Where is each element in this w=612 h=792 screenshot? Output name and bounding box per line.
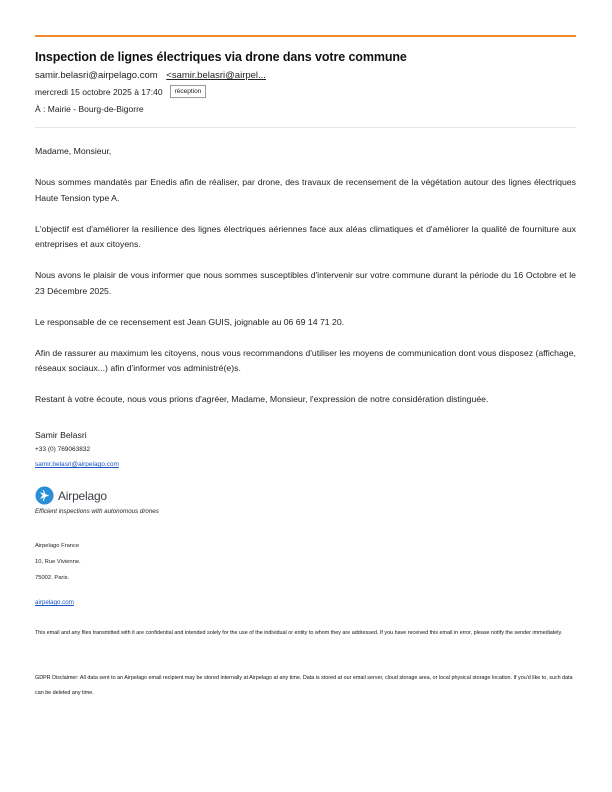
company-logo <box>35 486 107 505</box>
email-subject: Inspection de lignes électriques via drone dans votre commune <box>35 50 407 64</box>
gdpr-disclaimer: GDPR Disclaimer: All data sent to an Airpelago email recipient may be stored internally at Airpelago at any time. Data is stored at our email server, cloud storage area, or local physical storage location. If you'd like to, such data can be deleted any time. <box>35 675 573 696</box>
paragraph-objective: L'objectif est d'améliorer la resilience des lignes électriques aériennes face aux aléas climatiques et d'améliorer la qualité de fourniture aux entreprises et aux citoyens. <box>35 223 576 249</box>
header-accent-rule <box>35 35 576 37</box>
paragraph-mandate: Nous sommes mandatés par Enedis afin de réaliser, par drone, des travaux de recensement de la végétation autour des lignes électriques Haute Tension type A. <box>35 177 576 203</box>
sender-line <box>35 70 266 81</box>
sent-date: mercredi 15 octobre 2025 à 17:40 <box>35 86 163 97</box>
sender-address-link[interactable]: <samir.belasri@airpel... <box>166 70 266 81</box>
recipient-line: À : Mairie - Bourg-de-Bigorre <box>35 104 144 114</box>
paragraph-period: Nous avons le plaisir de vous informer que nous sommes susceptibles d'intervenir sur votre commune durant la période du 16 Octobre et le 23 Décembre 2025. <box>35 270 576 296</box>
signature-email-link[interactable]: samir.belasri@airpelago.com <box>35 461 119 468</box>
folder-tag[interactable]: réception <box>170 85 207 98</box>
logo-wordmark: Airpelago <box>58 488 107 503</box>
header-divider <box>35 127 576 128</box>
airpelago-logo-icon <box>35 486 54 505</box>
greeting: Madame, Monsieur, <box>35 146 112 156</box>
signature-name: Samir Belasri <box>35 430 87 440</box>
company-name: Airpelago France <box>35 543 80 549</box>
website-link[interactable]: airpelago.com <box>35 599 74 606</box>
company-city: 75002. Paris. <box>35 575 70 581</box>
company-street: 10, Rue Vivienne. <box>35 559 81 565</box>
company-tagline: Efficient inspections with autonomous drones <box>35 508 159 515</box>
paragraph-communication: Afin de rassurer au maximum les citoyens, nous vous recommandons d'utiliser les moyens de communication dont vous disposez (affichage, réseaux sociaux...) afin d'informer vos administré(e)s. <box>35 347 576 373</box>
paragraph-contact: Le responsable de ce recensement est Jean GUIS, joignable au 06 69 14 71 20. <box>35 316 345 327</box>
paragraph-closing: Restant à votre écoute, nous vous prions d'agréer, Madame, Monsieur, l'expression de notre considération distinguée. <box>35 394 489 404</box>
email-body <box>35 144 576 423</box>
sender-name: samir.belasri@airpelago.com <box>35 70 158 81</box>
date-line <box>35 85 206 98</box>
signature-phone: +33 (0) 769063832 <box>35 446 91 453</box>
company-address <box>35 538 81 586</box>
confidentiality-disclaimer: This email and any files transmitted with it are confidential and intended solely for the use of the individual or entity to whom they are addressed. If you have received this email in error, please notify the sender immediately. <box>35 630 563 636</box>
